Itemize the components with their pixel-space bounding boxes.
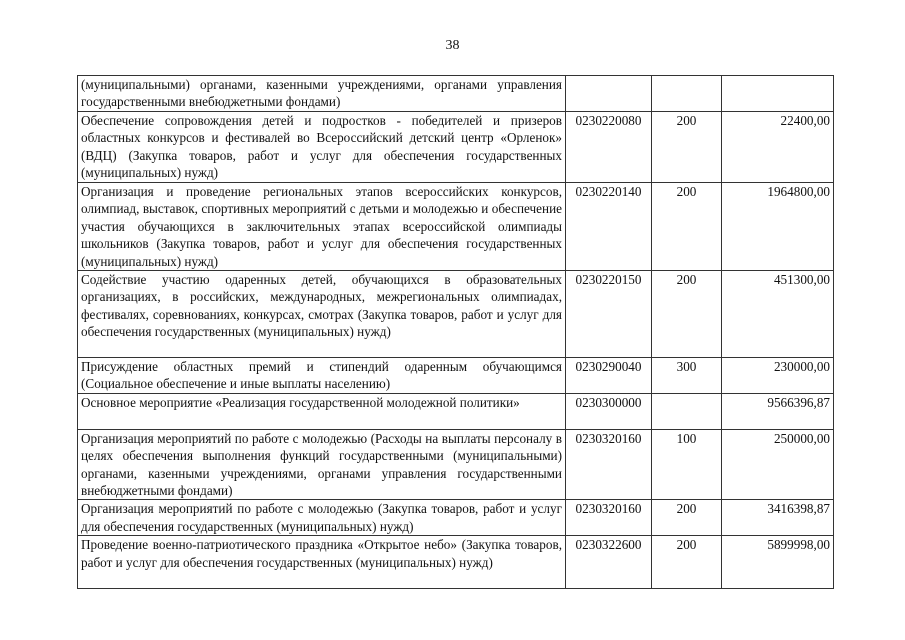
row-amount: 5899998,00: [722, 536, 834, 589]
table-row: [78, 76, 834, 112]
row-expense-type: 200: [652, 112, 722, 183]
row-description: Организация мероприятий по работе с молодежью (Закупка товаров, работ и услуг для обеспечения государственных (муниципальных) нужд): [78, 500, 566, 536]
row-description: (муниципальными) органами, казенными учреждениями, органами управления государственными внебюджетными фондами): [78, 76, 566, 112]
table-row: [78, 271, 834, 358]
row-amount: 22400,00: [722, 112, 834, 183]
row-amount: 1964800,00: [722, 183, 834, 271]
row-target-code: 0230220150: [566, 271, 652, 358]
row-target-code: 0230322600: [566, 536, 652, 589]
budget-table: [77, 75, 834, 589]
row-expense-type: 100: [652, 429, 722, 500]
row-amount: [722, 76, 834, 112]
row-expense-type: 300: [652, 358, 722, 394]
row-description: Обеспечение сопровождения детей и подростков - победителей и призеров областных конкурсов и фестивалей во Всероссийский детский центр «Орленок» (ВДЦ) (Закупка товаров, работ и услуг для обеспечения государственных (муниципальных) нужд): [78, 112, 566, 183]
table-row: [78, 183, 834, 271]
row-expense-type: [652, 76, 722, 112]
row-target-code: 0230220140: [566, 183, 652, 271]
row-description: Организация и проведение региональных этапов всероссийских конкурсов, олимпиад, выставок, спортивных мероприятий с детьми и молодежью и обеспечение участия обучающихся в заключительных этапах всероссийской олимпиады школьников (Закупка товаров, работ и услуг для обеспечения государственных (муниципальных) нужд): [78, 183, 566, 271]
row-amount: 9566396,87: [722, 393, 834, 429]
row-amount: 230000,00: [722, 358, 834, 394]
table-row: [78, 112, 834, 183]
row-target-code: 0230320160: [566, 429, 652, 500]
row-amount: 451300,00: [722, 271, 834, 358]
row-target-code: 0230290040: [566, 358, 652, 394]
row-target-code: [566, 76, 652, 112]
row-expense-type: 200: [652, 183, 722, 271]
row-description: Содействие участию одаренных детей, обучающихся в образовательных организациях, в российских, международных, межрегиональных олимпиадах, фестивалях, соревнованиях, конкурсах, смотрах (Закупка товаров, работ и услуг для обеспечения государственных (муниципальных) нужд): [78, 271, 566, 358]
row-description: Проведение военно-патриотического праздника «Открытое небо» (Закупка товаров, работ и услуг для обеспечения государственных (муниципальных) нужд): [78, 536, 566, 589]
row-target-code: 0230220080: [566, 112, 652, 183]
row-description: Основное мероприятие «Реализация государственной молодежной политики»: [78, 393, 566, 429]
table-row: [78, 393, 834, 429]
row-description: Организация мероприятий по работе с молодежью (Расходы на выплаты персоналу в целях обеспечения выполнения функций государственными (муниципальными) органами, казенными учреждениями, органами управления государственными внебюджетными фондами): [78, 429, 566, 500]
row-amount: 250000,00: [722, 429, 834, 500]
row-expense-type: 200: [652, 500, 722, 536]
table-row: [78, 536, 834, 589]
table-row: [78, 429, 834, 500]
row-expense-type: 200: [652, 271, 722, 358]
row-expense-type: 200: [652, 536, 722, 589]
row-target-code: 0230300000: [566, 393, 652, 429]
row-target-code: 0230320160: [566, 500, 652, 536]
row-expense-type: [652, 393, 722, 429]
table-row: [78, 500, 834, 536]
page-number: 38: [445, 38, 460, 53]
row-amount: 3416398,87: [722, 500, 834, 536]
table-row: [78, 358, 834, 394]
row-description: Присуждение областных премий и стипендий одаренным обучающимся (Социальное обеспечение и иные выплаты населению): [78, 358, 566, 394]
